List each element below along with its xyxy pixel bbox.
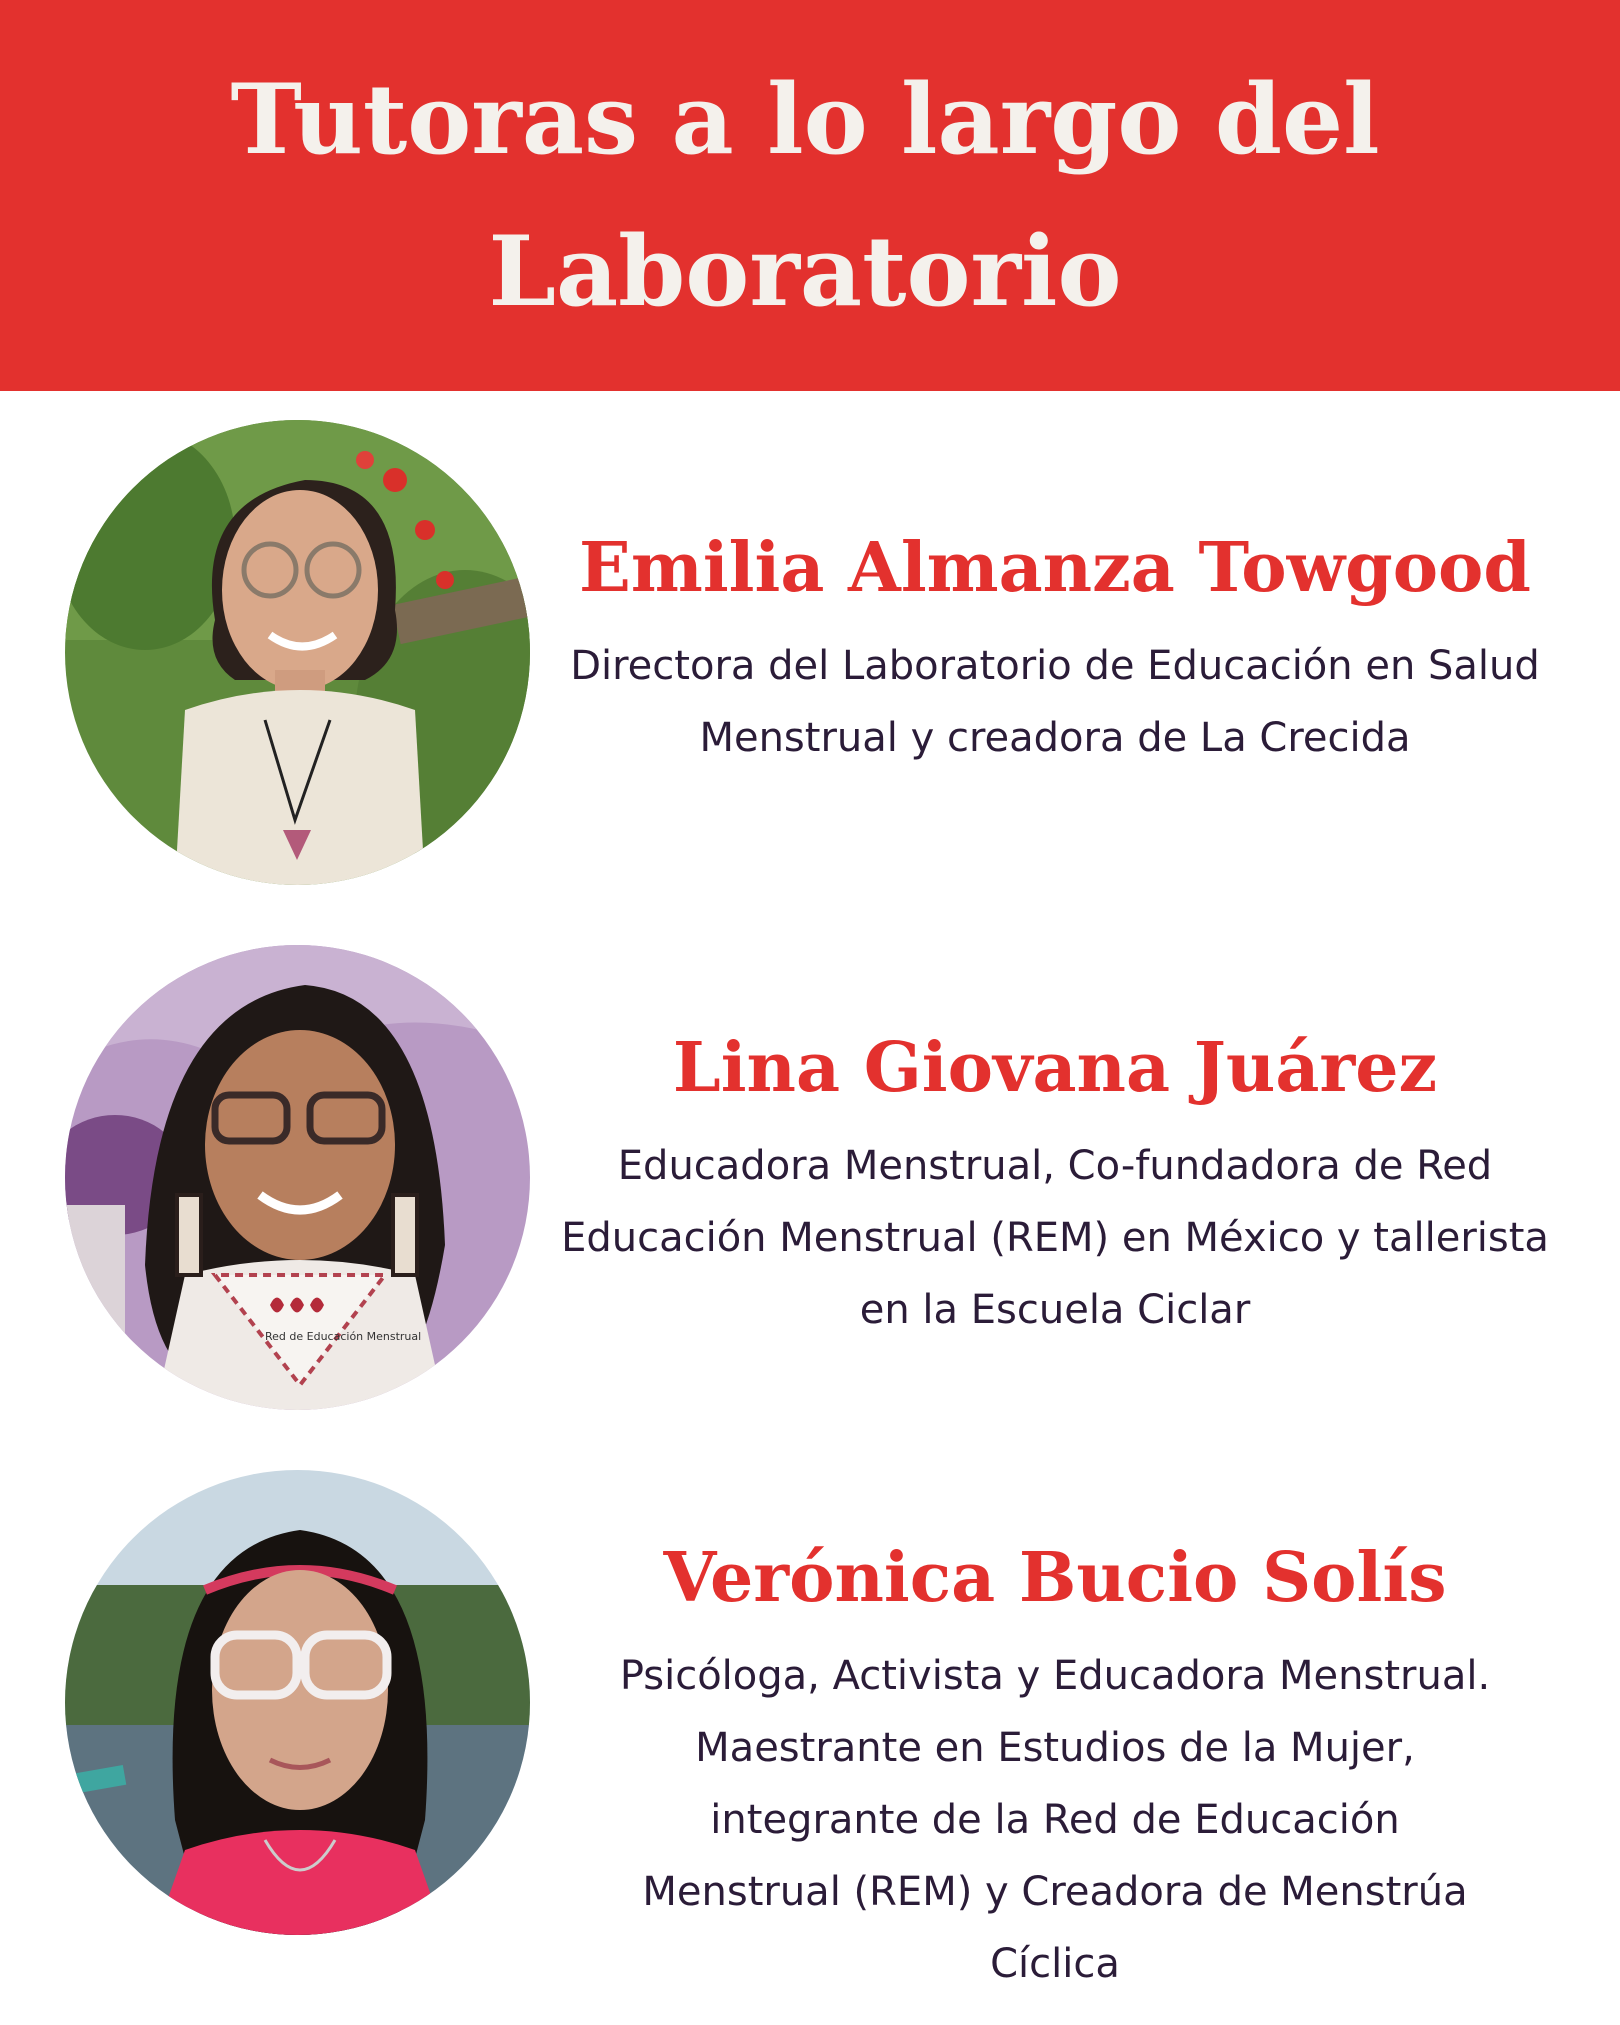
- portrait-photo-icon: [65, 945, 530, 1410]
- tutor-photo-veronica: [65, 1470, 530, 1935]
- tutor-info-2: [555, 1020, 1555, 1346]
- portrait-photo-icon: [65, 420, 530, 885]
- portrait-photo-icon: [65, 1470, 530, 1935]
- tutor-card-1: [0, 420, 1620, 885]
- shirt-logo-text: Red de Educación Menstrual: [265, 1330, 422, 1343]
- tutor-card-2: [0, 945, 1620, 1410]
- tutor-description: Psicóloga, Activista y Educadora Menstrual. Maestrante en Estudios de la Mujer, integrante de la Red de Educación Menstrual (REM) y Creadora de Menstrúa Cíclica: [619, 1653, 1491, 1987]
- tutor-name: Lina Giovana Juárez: [672, 1028, 1438, 1108]
- tutor-name: Emilia Almanza Towgood: [579, 528, 1531, 608]
- tutor-info-1: [555, 520, 1555, 774]
- page-title: Tutoras a lo largo del Laboratorio: [230, 62, 1380, 328]
- tutor-description: Educadora Menstrual, Co-fundadora de Red Educación Menstrual (REM) en México y tallerista en la Escuela Ciclar: [561, 1143, 1549, 1333]
- tutor-photo-lina: [65, 945, 530, 1410]
- tutor-card-3: [0, 1470, 1620, 2000]
- tutor-info-3: [555, 1530, 1555, 2000]
- tutor-photo-emilia: [65, 420, 530, 885]
- header-banner: [0, 0, 1620, 391]
- tutor-name: Verónica Bucio Solís: [663, 1538, 1447, 1618]
- tutor-description: Directora del Laboratorio de Educación en Salud Menstrual y creadora de La Crecida: [570, 643, 1540, 761]
